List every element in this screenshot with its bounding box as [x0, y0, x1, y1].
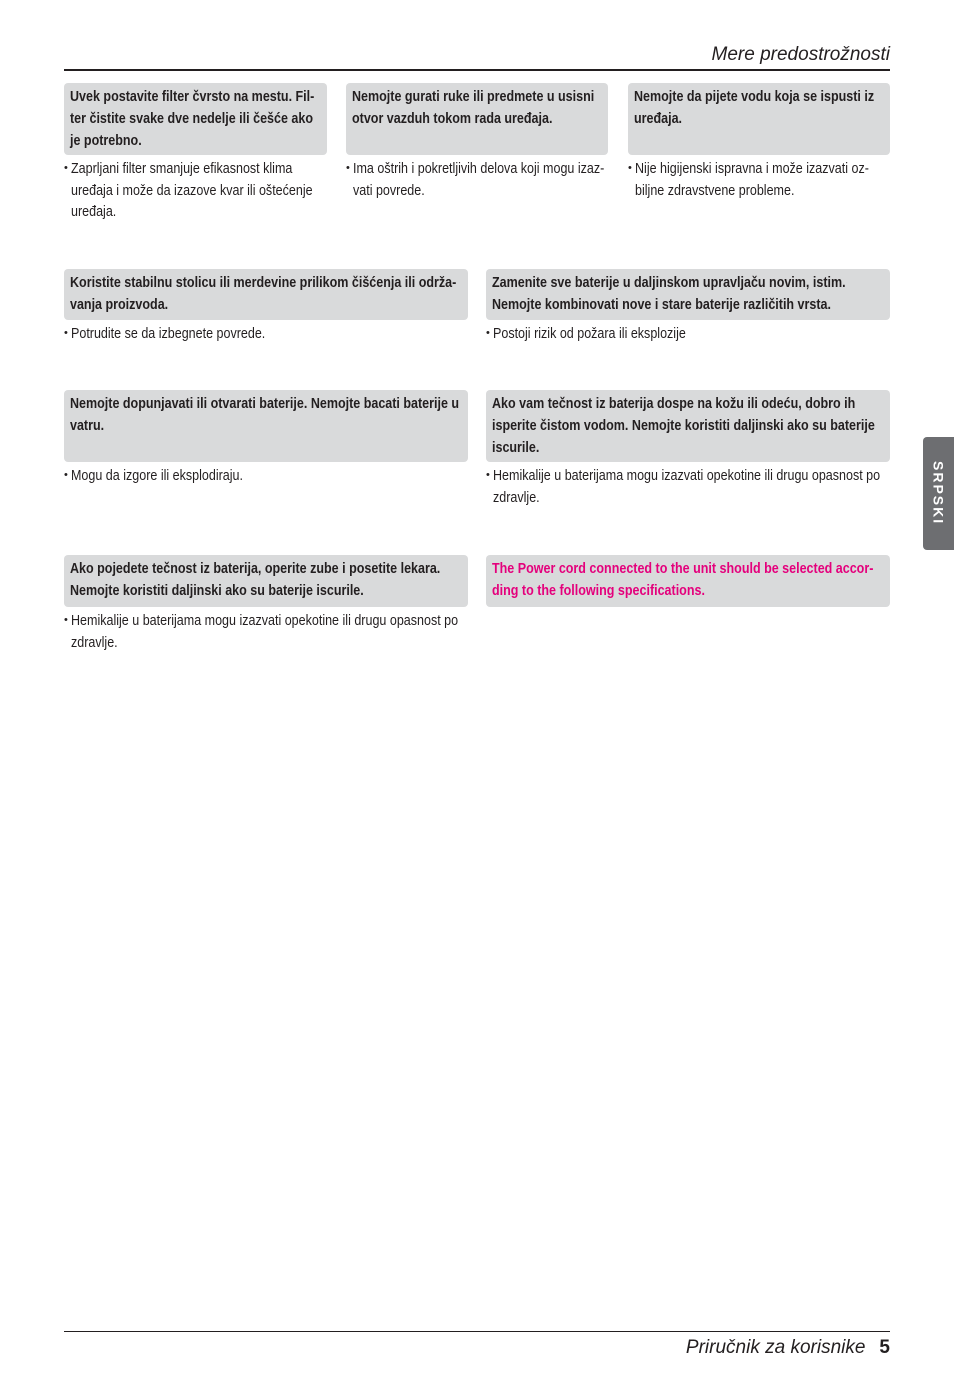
note-item [64, 158, 327, 223]
note-line: zdravlje. [493, 488, 540, 506]
warning-line: iscurile. [492, 439, 540, 456]
page-footer [686, 1335, 890, 1361]
note-item [64, 610, 468, 653]
precaution-item [486, 269, 890, 345]
warning-box [628, 83, 890, 155]
warning-line: vanja proizvoda. [70, 296, 169, 313]
bullet-marker [64, 465, 68, 487]
precaution-item [64, 555, 468, 653]
note-line: zdravlje. [71, 633, 118, 651]
precaution-item [64, 83, 327, 223]
note-item [346, 158, 608, 201]
precaution-item [64, 269, 468, 345]
note-line: vati povrede. [353, 181, 425, 199]
bullet-marker [64, 323, 68, 345]
warning-line: ding to the following specifications. [492, 582, 705, 599]
warning-line: Ako vam tečnost iz baterija dospe na kožu ili odeću, dobro ih [492, 395, 856, 412]
warning-line: je potrebno. [70, 132, 142, 149]
warning-line: The Power cord connected to the unit should be selected accor- [492, 560, 874, 577]
warning-line: uređaja. [634, 110, 683, 127]
note-line: Hemikalije u baterijama mogu izazvati opekotine ili drugu opasnost po [493, 467, 881, 484]
warning-box [64, 555, 468, 607]
note-line: Nije higijenski ispravna i može izazvati oz- [635, 160, 869, 177]
page-number: 5 [879, 1337, 890, 1358]
warning-line: Ako pojedete tečnost iz baterija, operite zube i posetite lekara. [70, 560, 441, 577]
warning-line: Nemojte koristiti daljinski ako su baterije iscurile. [70, 582, 364, 599]
bullet-marker [64, 610, 68, 632]
warning-box [64, 269, 468, 320]
note-line: uređaja. [71, 203, 117, 220]
note-line: Mogu da izgore ili eksplodiraju. [71, 467, 243, 484]
warning-line: Koristite stabilnu stolicu ili merdevine prilikom čišćenja ili održa- [70, 274, 457, 291]
warning-line: vatru. [70, 417, 105, 434]
note-line: Ima oštrih i pokretljivih delova koji mogu izaz- [353, 160, 605, 177]
note-line: Zaprljani filter smanjuje efikasnost klima [71, 160, 293, 177]
language-tab-label: SRPSKI [930, 461, 947, 526]
warning-line: Zamenite sve baterije u daljinskom upravljaču novim, istim. [492, 274, 846, 291]
power-cord-notice-box [486, 555, 890, 607]
note-item [486, 323, 890, 345]
bullet-marker [628, 158, 632, 180]
bullet-marker [346, 158, 350, 180]
note-item [64, 465, 468, 487]
warning-box [346, 83, 608, 155]
section-title: Mere predostrožnosti [711, 44, 890, 65]
warning-line: otvor vazduh tokom rada uređaja. [352, 110, 553, 127]
warning-line: Nemojte kombinovati nove i stare baterije različitih vrsta. [492, 296, 831, 313]
precaution-item [64, 390, 468, 487]
warning-box [64, 83, 327, 155]
warning-line: isperite čistom vodom. Nemojte koristiti daljinski ako su baterije [492, 417, 875, 434]
bullet-marker [486, 465, 490, 487]
note-item [486, 465, 890, 508]
note-item [628, 158, 890, 201]
precaution-item [628, 83, 890, 201]
language-tab [923, 437, 954, 550]
note-item [64, 323, 468, 345]
bullet-marker [486, 323, 490, 345]
precaution-item [486, 555, 890, 607]
warning-line: Nemojte gurati ruke ili predmete u usisni [352, 88, 595, 105]
warning-box [486, 390, 890, 462]
footer-rule [64, 1331, 890, 1332]
manual-title: Priručnik za korisnike [685, 1337, 866, 1358]
warning-box [64, 390, 468, 462]
bullet-marker [64, 158, 68, 180]
warning-line: ter čistite svake dve nedelje ili češće ako [70, 110, 313, 127]
note-line: uređaja i može da izazove kvar ili oštećenje [71, 181, 313, 199]
warning-line: Uvek postavite filter čvrsto na mestu. Fil- [70, 88, 315, 105]
warning-box [486, 269, 890, 320]
precaution-item [486, 390, 890, 508]
header-rule [64, 69, 890, 71]
note-line: biljne zdravstvene probleme. [635, 181, 795, 199]
note-line: Potrudite se da izbegnete povrede. [71, 325, 266, 342]
warning-line: Nemojte dopunjavati ili otvarati baterije. Nemojte bacati baterije u [70, 395, 460, 412]
note-line: Postoji rizik od požara ili eksplozije [493, 325, 686, 342]
warning-line: Nemojte da pijete vodu koja se ispusti iz [634, 88, 875, 105]
note-line: Hemikalije u baterijama mogu izazvati opekotine ili drugu opasnost po [71, 612, 459, 629]
precaution-item [346, 83, 608, 201]
